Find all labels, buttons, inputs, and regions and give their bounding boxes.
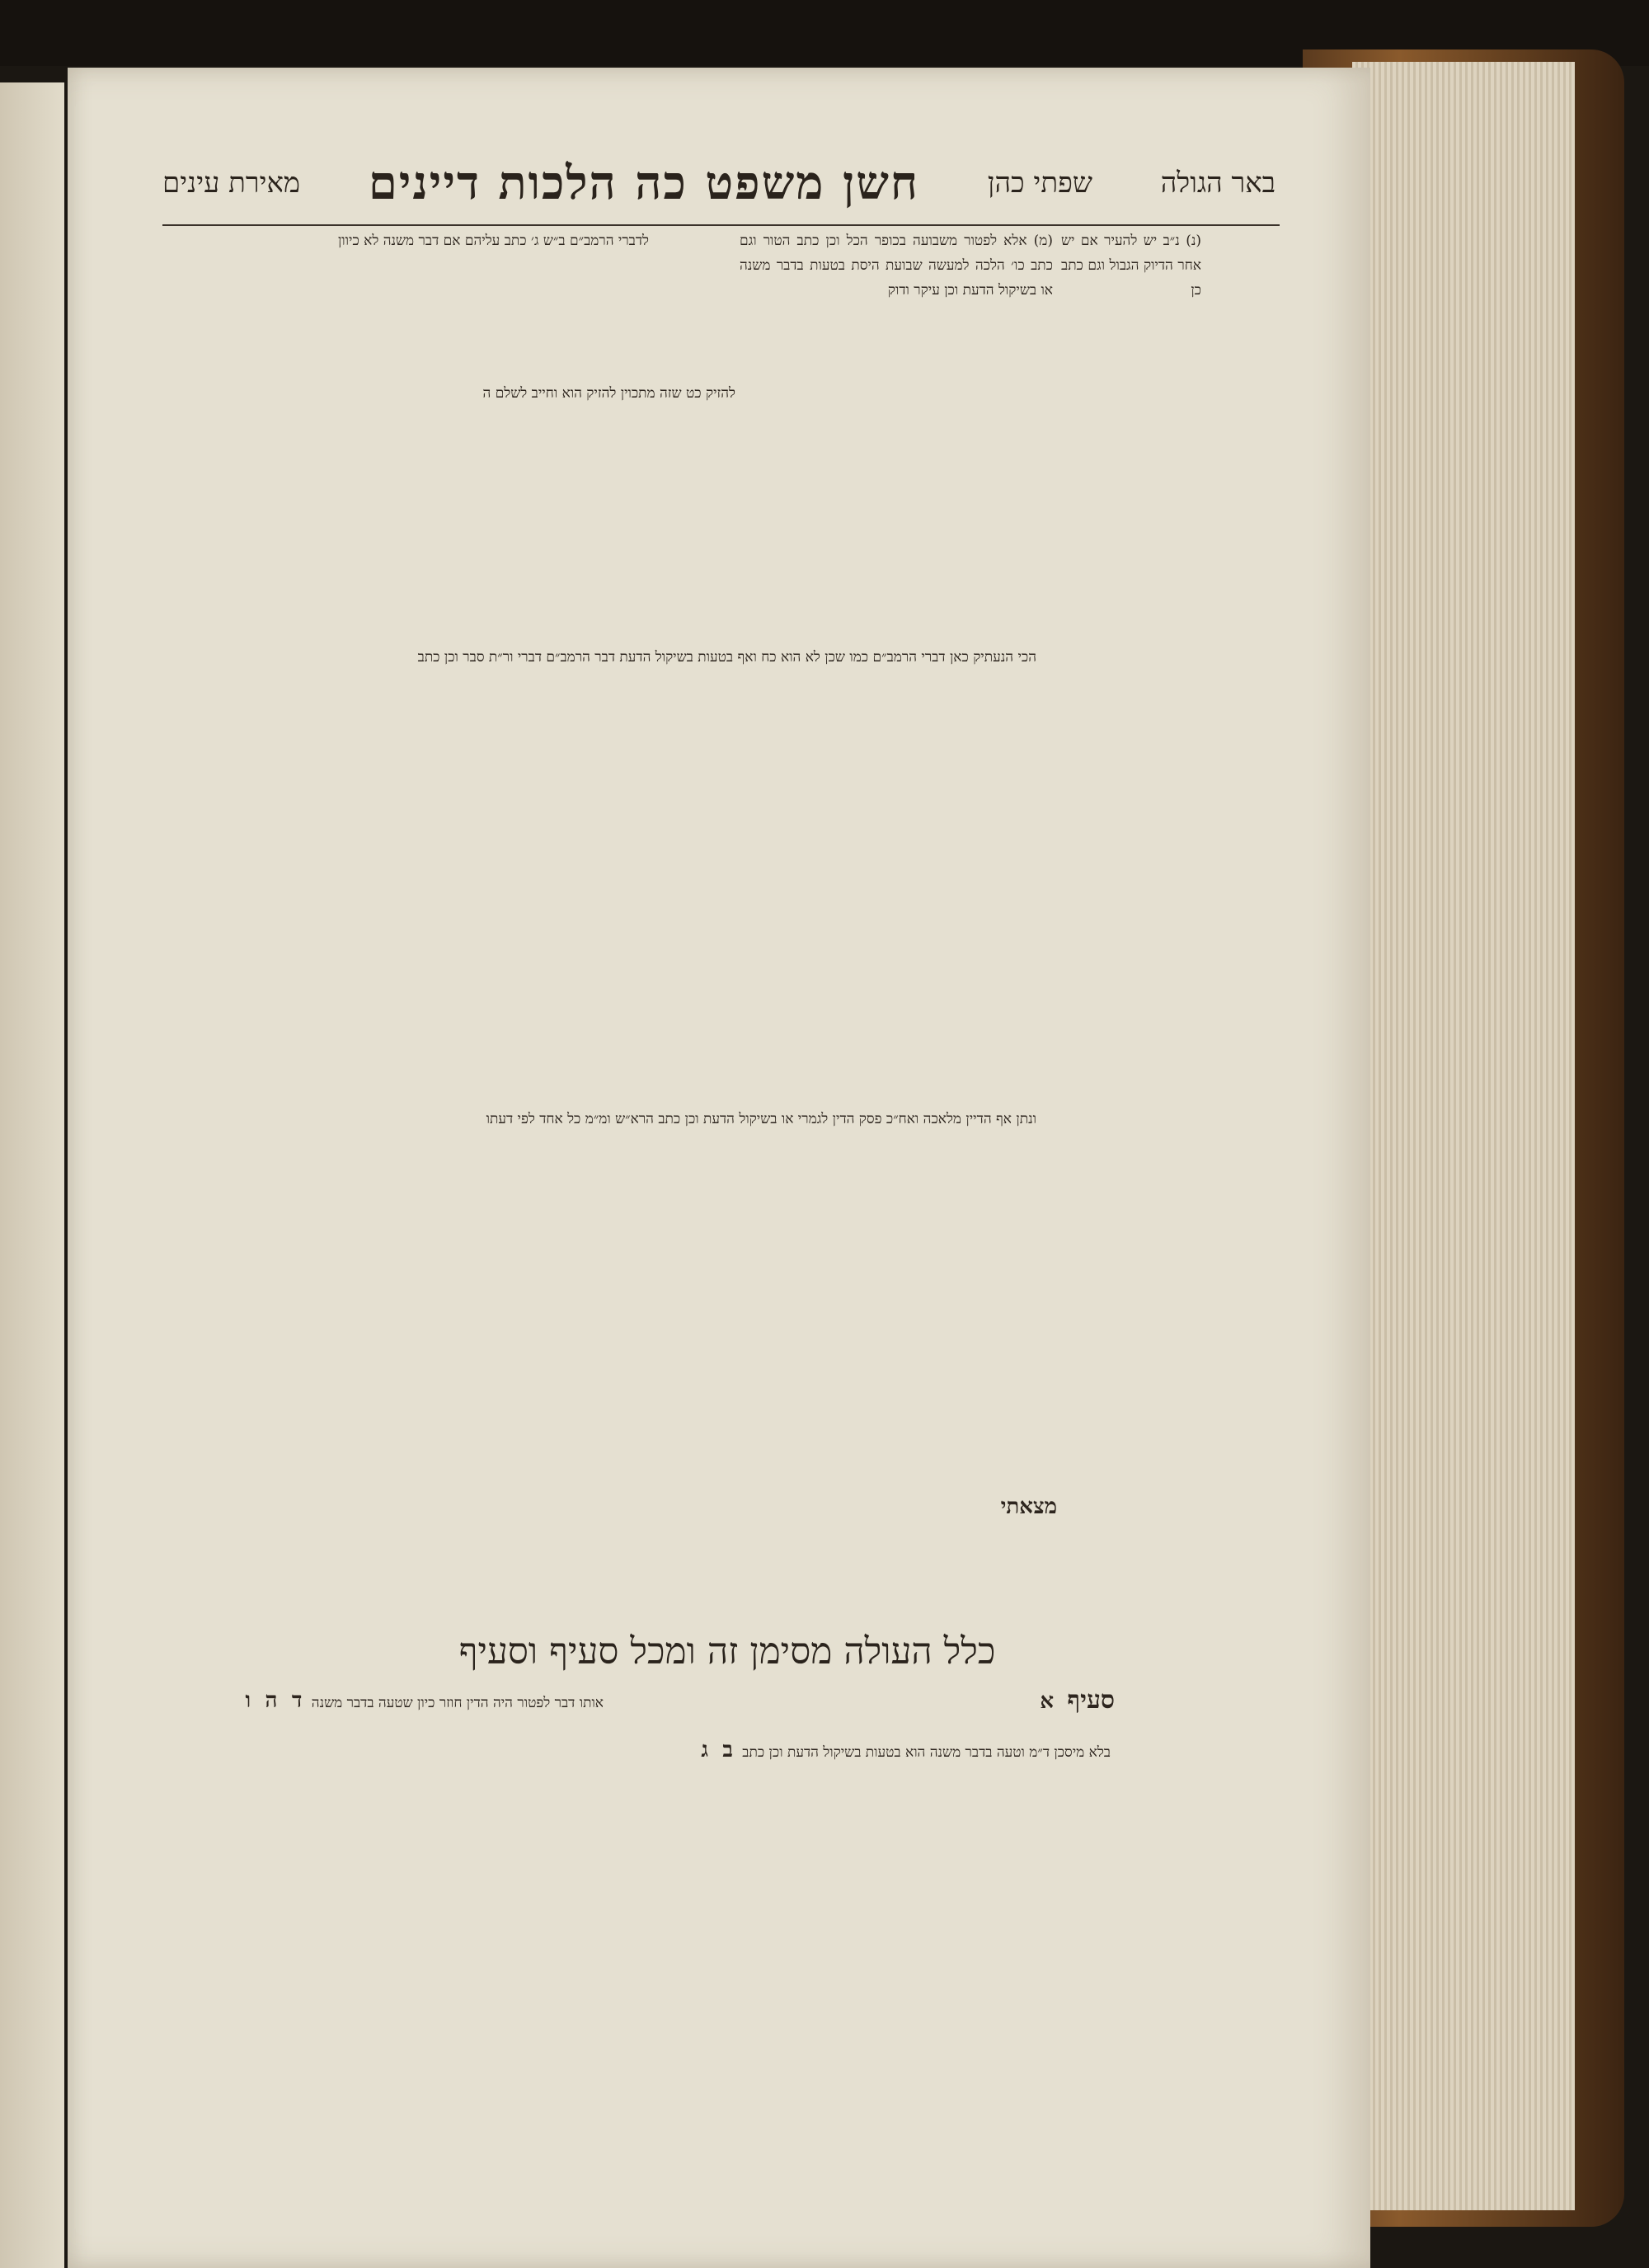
header-center: חשן משפט כה הלכות דיינים [368, 156, 919, 210]
page-edges [1352, 62, 1575, 2210]
header-rule [162, 224, 1280, 226]
seif-heading [975, 1688, 1115, 1738]
section-title: כלל העולה מסימן זה ומכל סעיף וסעיף [458, 1630, 996, 1673]
col-left-top: לדברי הרמב״ם ב״ש ג׳ כתב עליהם אם דבר משנה לא כיוון [337, 233, 649, 249]
header-far-right: באר הגולה [1160, 167, 1276, 200]
col-bottom-right [616, 1738, 1111, 2233]
col-bottom-right-text: בלא מיסכן ד״מ וטעה בדבר משנה הוא בטעות בשיקול הדעת וכן כתב [742, 1744, 1111, 1761]
header-commentary: שפתי כהן [987, 167, 1092, 200]
seif-label: סעיף [1067, 1688, 1115, 1715]
seif-gimel: ג [701, 1738, 708, 1762]
seif-aleph: א [1040, 1689, 1055, 1714]
running-header [162, 150, 1276, 216]
seif-dalet: ד [291, 1688, 303, 1713]
header-left: מאירת עינים [162, 167, 301, 200]
seif-bet: ב [722, 1738, 733, 1762]
col-right-top: (מ) אלא לפטור משבועה בכופר הכל וכן כתב הטור וגם כתב כו׳ הלכה למעשה שבועת היסת בטעות בדבר משנה או בשיקול הדעת וכן עיקר ודוק [740, 233, 1053, 299]
main-commentary: הכי הנעתיק כאן דברי הרמב״ם כמו שכן לא הוא כח ואף בטעות בשיקול הדעת דבר הרמב״ם דברי ור״ת סבר וכן כתב [417, 649, 1036, 666]
book-page [68, 68, 1370, 2268]
main-commentary-2: ונתן אף הדיין מלאכה ואח״כ פסק הדין לגמרי או בשיקול הדעת וכן כתב הרא״ש ומ״מ כל אחד לפי דעתו [486, 1111, 1036, 1127]
previous-page-edge [0, 82, 64, 2268]
col-mid-top: להזיק כט שזה מתכוין להזיק הוא וחייב לשלם ה [482, 385, 735, 402]
metzati-label: מצאתי [1000, 1494, 1057, 1519]
seif-vav: ו [245, 1688, 251, 1713]
col-bottom-left [117, 1688, 604, 2183]
margin-note: (נ) נ״ב יש להעיר אם יש אחר הדיוק הגבול וגם כתב כן [1061, 233, 1201, 299]
col-bottom-left-text: אותו דבר לפטור היה הדין חוזר כיון שטעה בדבר משנה [311, 1695, 604, 1711]
seif-heh: ה [265, 1688, 278, 1713]
